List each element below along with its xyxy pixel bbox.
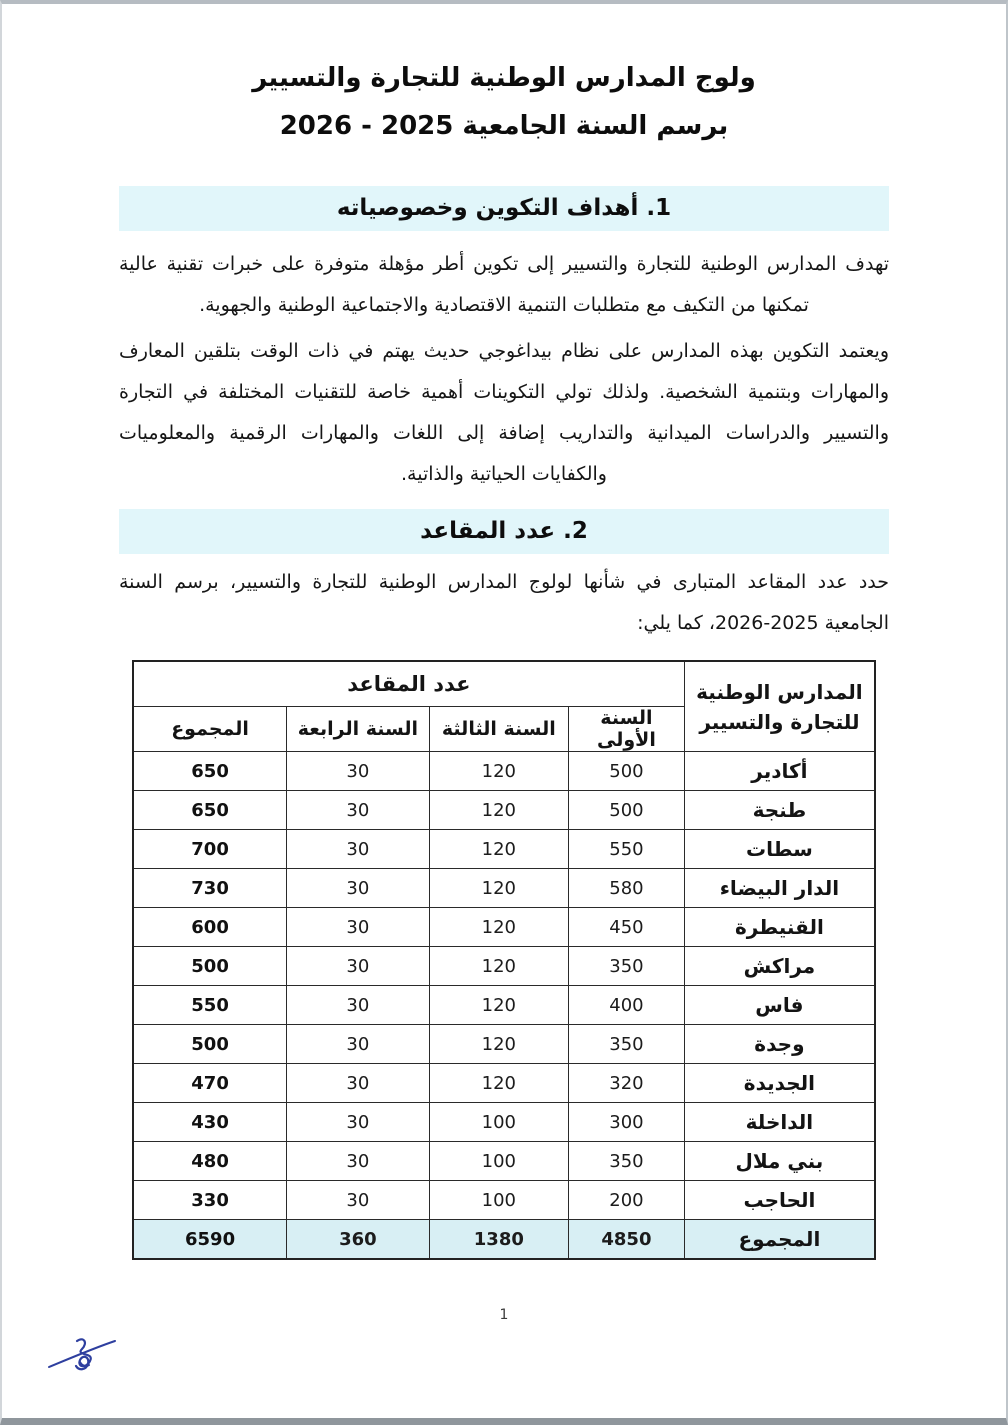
table-cell-school: القنيطرة	[684, 908, 875, 947]
table-header-row-1	[133, 661, 875, 707]
table-cell-year3: 120	[429, 791, 568, 830]
document-title-line2: برسم السنة الجامعية 2025 - 2026	[279, 111, 729, 141]
table-row	[133, 1064, 875, 1103]
table-cell-year1: 200	[569, 1181, 685, 1220]
table-cell-school: الحاجب	[684, 1181, 875, 1220]
section-2-heading: 2. عدد المقاعد	[119, 509, 889, 554]
table-row	[133, 1142, 875, 1181]
table-cell-total: 650	[133, 791, 287, 830]
table-cell-school: سطات	[684, 830, 875, 869]
table-cell-year4: 30	[287, 1025, 429, 1064]
table-cell-year1: 300	[569, 1103, 685, 1142]
table-cell-year3: 120	[429, 752, 568, 791]
table-row	[133, 1103, 875, 1142]
header-year1: السنة الأولى	[569, 707, 685, 752]
table-row	[133, 1025, 875, 1064]
table-cell-year1: 500	[569, 752, 685, 791]
table-cell-total: 330	[133, 1181, 287, 1220]
table-cell-year3: 120	[429, 830, 568, 869]
table-cell-year4: 30	[287, 1181, 429, 1220]
total-row-year4: 360	[287, 1220, 429, 1260]
table-cell-total: 500	[133, 1025, 287, 1064]
table-cell-year4: 30	[287, 1142, 429, 1181]
table-cell-total: 550	[133, 986, 287, 1025]
signature-scribble-icon	[46, 1332, 118, 1382]
table-cell-year4: 30	[287, 908, 429, 947]
table-cell-total: 430	[133, 1103, 287, 1142]
table-cell-year1: 450	[569, 908, 685, 947]
table-row	[133, 752, 875, 791]
table-cell-year1: 550	[569, 830, 685, 869]
table-row	[133, 986, 875, 1025]
table-cell-year1: 320	[569, 1064, 685, 1103]
table-cell-total: 730	[133, 869, 287, 908]
table-cell-year4: 30	[287, 869, 429, 908]
table-cell-year3: 120	[429, 1025, 568, 1064]
table-cell-total: 650	[133, 752, 287, 791]
table-cell-school: فاس	[684, 986, 875, 1025]
table-cell-school: الداخلة	[684, 1103, 875, 1142]
document-title-line1: ولوج المدارس الوطنية للتجارة والتسيير	[252, 63, 756, 93]
table-cell-year1: 350	[569, 1025, 685, 1064]
table-cell-year3: 100	[429, 1142, 568, 1181]
table-cell-school: طنجة	[684, 791, 875, 830]
header-seats-group: عدد المقاعد	[133, 661, 684, 707]
table-cell-year3: 120	[429, 947, 568, 986]
table-cell-year4: 30	[287, 986, 429, 1025]
table-cell-total: 470	[133, 1064, 287, 1103]
section-1-paragraph-1: تهدف المدارس الوطنية للتجارة والتسيير إلى تكوين أطر مؤهلة متوفرة على خبرات تقنية عالية تمكنها من التكيف مع متطلبات التنمية الاقتصادية والاجتماعية الوطنية والجهوية.	[119, 253, 889, 316]
table-total-row	[133, 1220, 875, 1260]
table-cell-school: وجدة	[684, 1025, 875, 1064]
table-cell-year3: 100	[429, 1103, 568, 1142]
header-school-line1: المدارس الوطنية	[696, 679, 863, 704]
table-cell-total: 700	[133, 830, 287, 869]
table-cell-year1: 400	[569, 986, 685, 1025]
table-cell-total: 500	[133, 947, 287, 986]
table-cell-year3: 100	[429, 1181, 568, 1220]
table-row	[133, 1181, 875, 1220]
section-2-paragraph: حدد عدد المقاعد المتبارى في شأنها لولوج المدارس الوطنية للتجارة والتسيير، برسم السنة الجامعية 2025-2026، كما يلي:	[119, 571, 889, 634]
table-cell-total: 480	[133, 1142, 287, 1181]
section-1-paragraph-2: ويعتمد التكوين بهذه المدارس على نظام بيداغوجي حديث يهتم في ذات الوقت بتلقين المعارف والمهارات وبتنمية الشخصية. ولذلك تولي التكوينات أهمية خاصة للتقنيات المختلفة في التجارة والتسيير والدراسات الميدانية والتداريب إضافة إلى اللغات والمهارات الرقمية والمعلوميات والكفايات الحياتية والذاتية.	[119, 340, 889, 485]
header-year4: السنة الرابعة	[287, 707, 429, 752]
table-cell-year3: 120	[429, 986, 568, 1025]
header-school-column	[684, 661, 875, 752]
table-cell-total: 600	[133, 908, 287, 947]
table-cell-year3: 120	[429, 869, 568, 908]
seats-table	[132, 660, 876, 1260]
table-cell-year3: 120	[429, 908, 568, 947]
total-row-year3: 1380	[429, 1220, 568, 1260]
table-cell-year4: 30	[287, 791, 429, 830]
total-row-year1: 4850	[569, 1220, 685, 1260]
table-row	[133, 947, 875, 986]
header-school-line2: للتجارة والتسيير	[699, 709, 860, 734]
table-cell-year4: 30	[287, 752, 429, 791]
header-year3: السنة الثالثة	[429, 707, 568, 752]
header-total: المجموع	[133, 707, 287, 752]
document-content	[119, 4, 889, 1260]
table-cell-year4: 30	[287, 1064, 429, 1103]
table-cell-year1: 500	[569, 791, 685, 830]
page-number: 1	[499, 1307, 509, 1323]
table-cell-school: بني ملال	[684, 1142, 875, 1181]
table-row	[133, 869, 875, 908]
table-cell-school: أكادير	[684, 752, 875, 791]
total-row-grand-total: 6590	[133, 1220, 287, 1260]
table-cell-year4: 30	[287, 1103, 429, 1142]
table-cell-year4: 30	[287, 947, 429, 986]
table-cell-school: الدار البيضاء	[684, 869, 875, 908]
table-cell-year1: 350	[569, 1142, 685, 1181]
table-cell-year1: 350	[569, 947, 685, 986]
table-row	[133, 791, 875, 830]
table-row	[133, 830, 875, 869]
table-cell-year3: 120	[429, 1064, 568, 1103]
table-cell-year4: 30	[287, 830, 429, 869]
table-cell-school: الجديدة	[684, 1064, 875, 1103]
table-cell-school: مراكش	[684, 947, 875, 986]
table-cell-year1: 580	[569, 869, 685, 908]
section-1-heading: 1. أهداف التكوين وخصوصياته	[119, 186, 889, 231]
total-row-label: المجموع	[684, 1220, 875, 1260]
table-row	[133, 908, 875, 947]
